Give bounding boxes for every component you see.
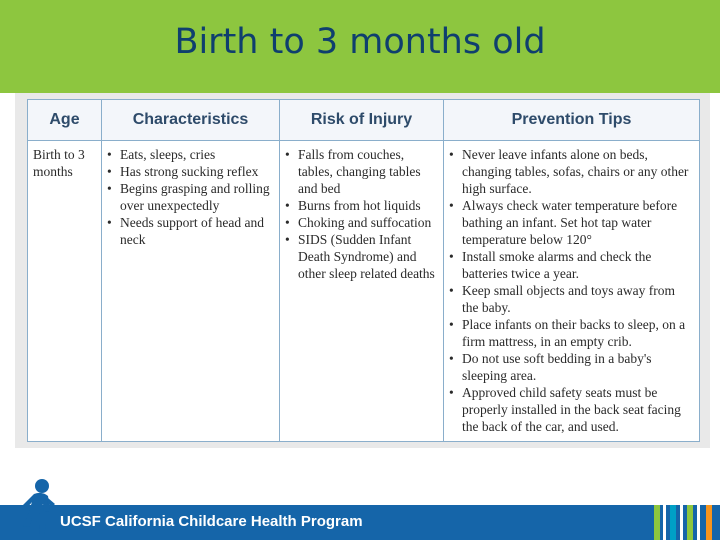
table-panel — [15, 93, 710, 448]
risk-item: • SIDS (Sudden Infant Death Syndrome) and other sleep related deaths — [285, 231, 438, 282]
characteristics-list — [107, 146, 274, 248]
table-header-row — [28, 100, 700, 141]
table-row — [28, 141, 700, 442]
running-child-icon — [20, 478, 60, 538]
tip-item: • Place infants on their backs to sleep, on a firm mattress, in an empty crib. — [449, 316, 694, 350]
tip-item: • Install smoke alarms and check the batteries twice a year. — [449, 248, 694, 282]
safety-table — [27, 99, 700, 442]
stripe — [706, 505, 712, 540]
tip-item: • Never leave infants alone on beds, changing tables, sofas, chairs or any other high surface. — [449, 146, 694, 197]
tip-item: • Do not use soft bedding in a baby's sleeping area. — [449, 350, 694, 384]
footer-bar — [0, 505, 720, 540]
stripe — [680, 505, 683, 540]
tip-item: • Always check water temperature before bathing an infant. Set hot tap water temperature below 120° — [449, 197, 694, 248]
characteristic-item: • Eats, sleeps, cries — [107, 146, 274, 163]
cell-tips — [444, 141, 700, 442]
risk-item: • Falls from couches, tables, changing tables and bed — [285, 146, 438, 197]
header-characteristics: Characteristics — [102, 100, 280, 141]
characteristic-item: • Needs support of head and neck — [107, 214, 274, 248]
stripe — [687, 505, 693, 540]
risk-item: • Burns from hot liquids — [285, 197, 438, 214]
stripe — [663, 505, 666, 540]
cell-characteristics — [102, 141, 280, 442]
risks-list — [285, 146, 438, 282]
tip-item: • Keep small objects and toys away from the baby. — [449, 282, 694, 316]
header-risk-of-injury: Risk of Injury — [280, 100, 444, 141]
stripe — [654, 505, 660, 540]
header-age: Age — [28, 100, 102, 141]
tips-list — [449, 146, 694, 435]
cell-age: Birth to 3 months — [28, 141, 102, 442]
risk-item: • Choking and suffocation — [285, 214, 438, 231]
characteristic-item: • Begins grasping and rolling over unexpectedly — [107, 180, 274, 214]
page-title: Birth to 3 months old — [174, 22, 546, 62]
program-name: UCSF California Childcare Health Program — [60, 513, 363, 530]
title-bar — [0, 0, 720, 93]
characteristic-item: • Has strong sucking reflex — [107, 163, 274, 180]
header-prevention-tips: Prevention Tips — [444, 100, 700, 141]
decorative-stripes — [650, 505, 720, 540]
stripe — [670, 505, 676, 540]
tip-item: • Approved child safety seats must be properly installed in the back seat facing the back of the car, and used. — [449, 384, 694, 435]
stripe — [697, 505, 700, 540]
cell-risks — [280, 141, 444, 442]
